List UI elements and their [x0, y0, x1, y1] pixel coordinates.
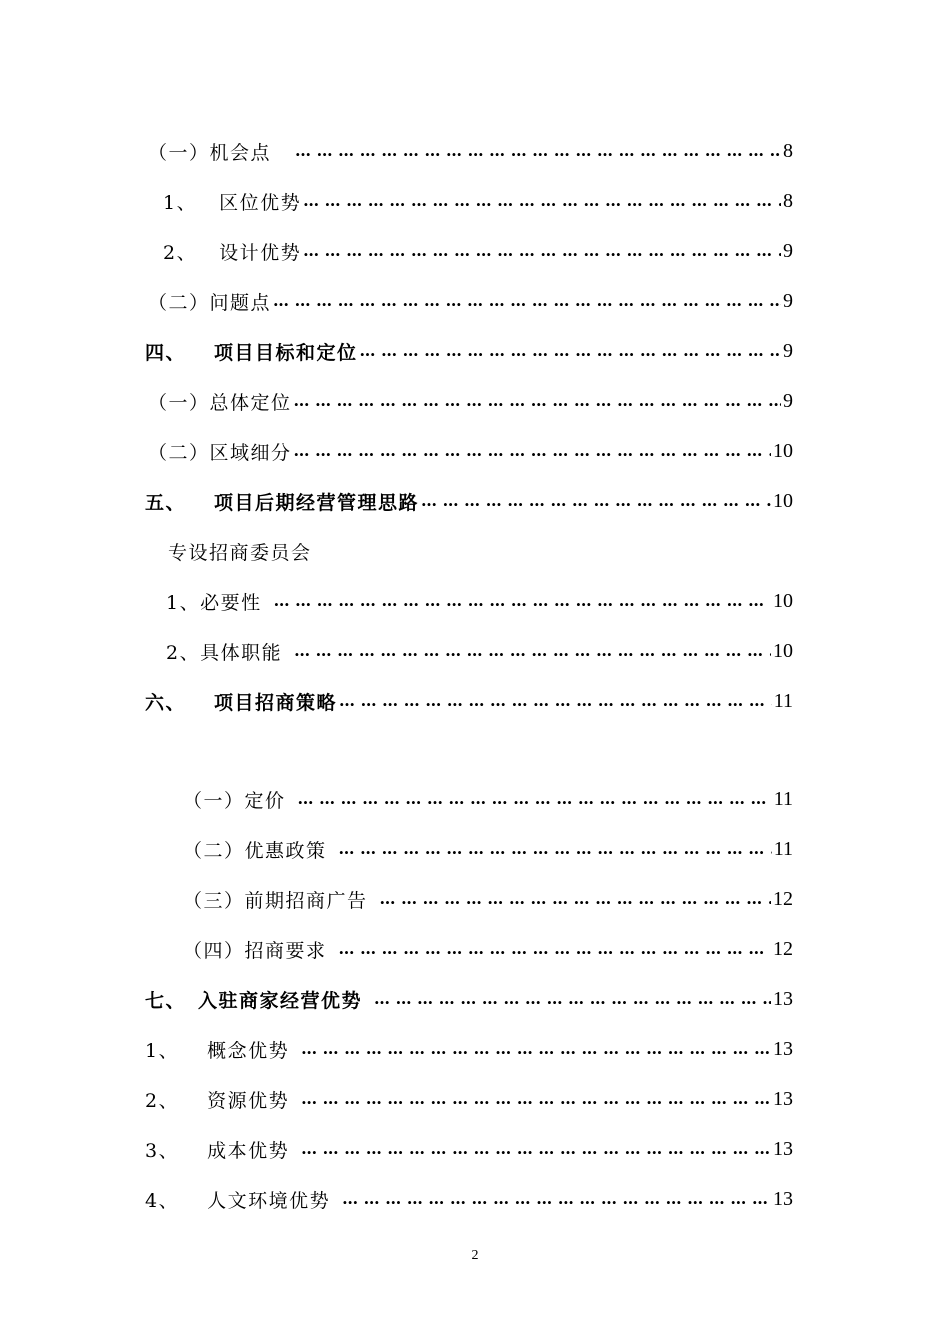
toc-entry-number: 五、	[145, 491, 187, 514]
toc-entry[interactable]	[166, 586, 793, 616]
toc-entry-title: 专设招商委员会	[168, 541, 312, 564]
toc-dot-leader	[303, 236, 781, 266]
toc-entry-number: （二）	[148, 291, 210, 314]
toc-dot-leader	[298, 784, 772, 814]
toc-entry-number: 2、	[166, 641, 201, 664]
toc-entry-page: 9	[783, 289, 793, 312]
toc-entry-title: 成本优势	[207, 1139, 290, 1162]
toc-entry-title: 具体职能	[200, 641, 283, 664]
toc-dot-leader	[360, 336, 781, 366]
toc-entry-title: 定价	[244, 789, 286, 812]
toc-dot-leader	[295, 136, 781, 166]
toc-entry[interactable]	[163, 186, 793, 216]
toc-entry-title: 项目后期经营管理思路	[214, 491, 420, 514]
toc-dot-leader	[339, 686, 772, 716]
toc-entry[interactable]	[183, 784, 793, 814]
toc-dot-leader	[301, 1084, 771, 1114]
toc-dot-leader	[342, 1184, 771, 1214]
toc-dot-leader	[339, 834, 772, 864]
toc-entry[interactable]	[183, 934, 793, 964]
toc-dot-leader	[374, 984, 771, 1014]
toc-entry[interactable]	[145, 984, 793, 1014]
toc-entry-page: 8	[783, 189, 793, 212]
toc-entry-title: 概念优势	[207, 1039, 290, 1062]
toc-entry-title: 设计优势	[219, 241, 302, 264]
toc-entry-title: 优惠政策	[244, 839, 327, 862]
toc-entry-number: （一）	[183, 789, 245, 812]
toc-entry[interactable]	[145, 1184, 793, 1214]
toc-entry-page: 11	[773, 787, 793, 810]
toc-entry-number: 2、	[163, 241, 198, 264]
toc-entry-number: 1、	[163, 191, 198, 214]
toc-entry-number: 1、	[166, 591, 201, 614]
toc-entry-page: 12	[773, 937, 793, 960]
toc-entry-page: 13	[773, 1137, 793, 1160]
toc-entry-page: 9	[783, 389, 793, 412]
toc-entry-title: 问题点	[209, 291, 272, 314]
toc-entry-page: 8	[783, 139, 793, 162]
toc-entry[interactable]	[183, 834, 793, 864]
toc-entry[interactable]	[163, 236, 793, 266]
toc-entry-title: 招商要求	[244, 939, 327, 962]
toc-dot-leader	[421, 486, 771, 516]
toc-entry-page: 9	[783, 239, 793, 262]
toc-entry-title: 区域细分	[209, 441, 292, 464]
toc-entry-page: 12	[773, 887, 793, 910]
toc-entry[interactable]	[145, 1084, 793, 1114]
toc-entry-title: 人文环境优势	[207, 1189, 331, 1212]
toc-entry-number: （二）	[183, 839, 245, 862]
toc-entry[interactable]	[148, 386, 793, 416]
toc-entry[interactable]	[183, 884, 793, 914]
toc-entry[interactable]	[145, 1134, 793, 1164]
toc-entry-number: 2、	[145, 1089, 180, 1112]
toc-dot-leader	[301, 1034, 771, 1064]
toc-dot-leader	[380, 884, 771, 914]
toc-entry[interactable]	[148, 286, 793, 316]
toc-entry-number: 1、	[145, 1039, 180, 1062]
toc-entry-number: 七、	[145, 989, 187, 1012]
toc-dot-leader	[303, 186, 781, 216]
toc-entry-number: （一）	[148, 391, 210, 414]
toc-entry-page: 13	[773, 1187, 793, 1210]
toc-entry-page: 13	[773, 987, 793, 1010]
toc-entry-title: 前期招商广告	[244, 889, 368, 912]
toc-entry[interactable]	[148, 136, 793, 166]
toc-entry[interactable]	[145, 686, 793, 716]
toc-entry-page: 13	[773, 1087, 793, 1110]
toc-dot-leader	[274, 586, 771, 616]
toc-entry-page: 13	[773, 1037, 793, 1060]
toc-entry-title: 资源优势	[207, 1089, 290, 1112]
toc-entry-title: 入驻商家经营优势	[198, 989, 363, 1012]
toc-dot-leader	[294, 436, 771, 466]
toc-entry[interactable]	[145, 486, 793, 516]
toc-entry-title: 项目招商策略	[214, 691, 338, 714]
toc-dot-leader	[294, 636, 771, 666]
toc-entry-page: 10	[773, 439, 793, 462]
toc-dot-leader	[294, 386, 781, 416]
toc-subheading[interactable]	[168, 536, 312, 566]
toc-entry-title: 区位优势	[219, 191, 302, 214]
toc-dot-leader	[273, 286, 781, 316]
toc-entry-title: 必要性	[200, 591, 262, 614]
toc-entry-number: 4、	[145, 1189, 180, 1212]
toc-entry-title: 总体定位	[209, 391, 292, 414]
toc-entry-page: 10	[773, 639, 793, 662]
toc-entry-page: 10	[773, 589, 793, 612]
toc-entry-page: 10	[773, 489, 793, 512]
toc-entry-number: （四）	[183, 939, 245, 962]
toc-entry[interactable]	[145, 1034, 793, 1064]
toc-entry-number: （三）	[183, 889, 245, 912]
toc-entry-number: （一）	[148, 141, 210, 164]
toc-entry-page: 9	[783, 339, 793, 362]
page-number: 2	[471, 1248, 479, 1263]
toc-dot-leader	[301, 1134, 771, 1164]
toc-entry-title: 机会点	[209, 141, 272, 164]
toc-entry-number: 四、	[145, 341, 187, 364]
toc-dot-leader	[339, 934, 771, 964]
toc-entry[interactable]	[166, 636, 793, 666]
toc-entry-page: 11	[773, 689, 793, 712]
toc-entry-number: 3、	[145, 1139, 180, 1162]
toc-entry-number: （二）	[148, 441, 210, 464]
toc-entry-number: 六、	[145, 691, 187, 714]
toc-entry-page: 11	[773, 837, 793, 860]
toc-entry-title: 项目目标和定位	[214, 341, 358, 364]
toc-entry[interactable]	[148, 436, 793, 466]
toc-entry[interactable]	[145, 336, 793, 366]
